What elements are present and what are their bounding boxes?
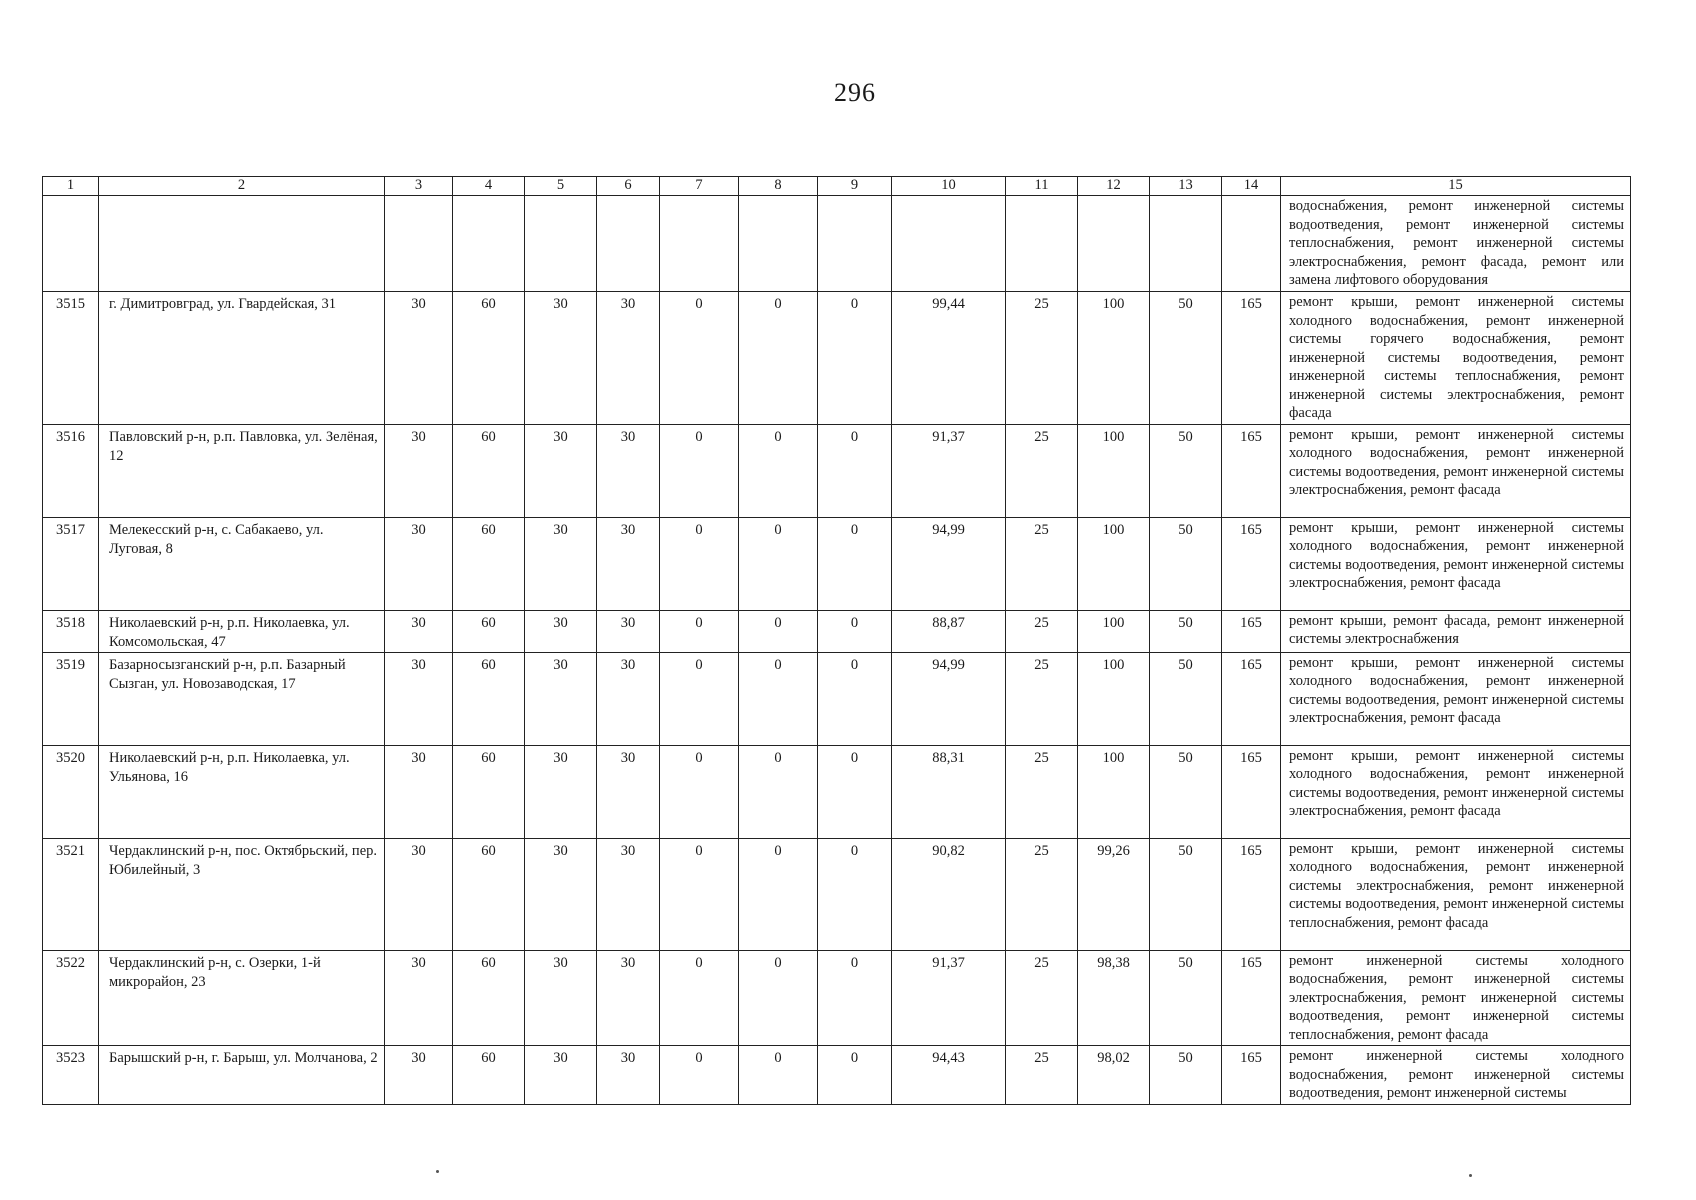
value-cell: [525, 196, 597, 292]
value-cell: 30: [597, 838, 660, 950]
column-number: 9: [818, 177, 892, 196]
value-cell: 30: [597, 950, 660, 1046]
page-number: 296: [834, 78, 876, 107]
value-cell: 60: [453, 1046, 525, 1105]
value-cell: 165: [1222, 950, 1281, 1046]
value-cell: 30: [597, 517, 660, 610]
value-cell: 0: [818, 745, 892, 838]
row-number-cell: 3523: [43, 1046, 99, 1105]
value-cell: 0: [660, 292, 739, 425]
value-cell: 60: [453, 610, 525, 652]
value-cell: [597, 196, 660, 292]
value-cell: 50: [1150, 424, 1222, 517]
row-number-cell: 3521: [43, 838, 99, 950]
value-cell: 25: [1006, 424, 1078, 517]
value-cell: [453, 196, 525, 292]
column-number: 4: [453, 177, 525, 196]
value-cell: [1078, 196, 1150, 292]
value-cell: 30: [385, 745, 453, 838]
column-number: 8: [739, 177, 818, 196]
value-cell: 100: [1078, 745, 1150, 838]
value-cell: 30: [525, 950, 597, 1046]
table-row: [43, 196, 1631, 292]
value-cell: 30: [525, 517, 597, 610]
value-cell: 0: [739, 950, 818, 1046]
value-cell: 0: [739, 1046, 818, 1105]
value-cell: [1222, 196, 1281, 292]
table-row: [43, 424, 1631, 517]
value-cell: [818, 196, 892, 292]
address-cell: Чердаклинский р-н, пос. Октябрьский, пер. Юбилейный, 3: [99, 838, 385, 950]
column-number: 6: [597, 177, 660, 196]
value-cell: [385, 196, 453, 292]
value-cell: 0: [818, 292, 892, 425]
value-cell: 25: [1006, 292, 1078, 425]
address-cell: Мелекесский р-н, с. Сабакаево, ул. Луговая, 8: [99, 517, 385, 610]
address-cell: г. Димитровград, ул. Гвардейская, 31: [99, 292, 385, 425]
value-cell: 0: [818, 517, 892, 610]
value-cell: 0: [739, 517, 818, 610]
value-cell: 30: [525, 424, 597, 517]
row-number-cell: 3516: [43, 424, 99, 517]
value-cell: 30: [385, 1046, 453, 1105]
address-cell: Барышский р-н, г. Барыш, ул. Молчанова, 2: [99, 1046, 385, 1105]
value-cell: 165: [1222, 610, 1281, 652]
table-row: [43, 610, 1631, 652]
value-cell: 0: [660, 1046, 739, 1105]
scan-speck: [1469, 1174, 1472, 1177]
column-number: 2: [99, 177, 385, 196]
works-description-cell: ремонт крыши, ремонт фасада, ремонт инженерной системы электроснабжения: [1281, 610, 1631, 652]
value-cell: 98,38: [1078, 950, 1150, 1046]
address-cell: Чердаклинский р-н, с. Озерки, 1-й микрорайон, 23: [99, 950, 385, 1046]
works-description-cell: водоснабжения, ремонт инженерной системы водоотведения, ремонт инженерной системы теплоснабжения, ремонт инженерной системы электроснабжения, ремонт фасада, ремонт или замена лифтового оборудования: [1281, 196, 1631, 292]
value-cell: 25: [1006, 610, 1078, 652]
value-cell: 30: [385, 652, 453, 745]
value-cell: 30: [385, 838, 453, 950]
value-cell: 0: [818, 838, 892, 950]
value-cell: 165: [1222, 745, 1281, 838]
works-description-cell: ремонт крыши, ремонт инженерной системы холодного водоснабжения, ремонт инженерной системы водоотведения, ремонт инженерной системы электроснабжения, ремонт фасада: [1281, 652, 1631, 745]
value-cell: 30: [385, 424, 453, 517]
value-cell: 0: [739, 745, 818, 838]
value-cell: 30: [597, 424, 660, 517]
row-number-cell: 3517: [43, 517, 99, 610]
table-row: [43, 838, 1631, 950]
table-row: [43, 292, 1631, 425]
value-cell: 50: [1150, 745, 1222, 838]
row-number-cell: 3519: [43, 652, 99, 745]
value-cell: 0: [739, 292, 818, 425]
table-row: [43, 1046, 1631, 1105]
value-cell: 30: [597, 1046, 660, 1105]
column-number: 12: [1078, 177, 1150, 196]
value-cell: 165: [1222, 292, 1281, 425]
column-number: 15: [1281, 177, 1631, 196]
value-cell: 94,43: [892, 1046, 1006, 1105]
value-cell: 50: [1150, 652, 1222, 745]
value-cell: 25: [1006, 517, 1078, 610]
works-description-cell: ремонт крыши, ремонт инженерной системы холодного водоснабжения, ремонт инженерной системы водоотведения, ремонт инженерной системы электроснабжения, ремонт фасада: [1281, 517, 1631, 610]
value-cell: 0: [818, 652, 892, 745]
value-cell: [739, 196, 818, 292]
value-cell: 25: [1006, 1046, 1078, 1105]
value-cell: 0: [660, 652, 739, 745]
column-number: 13: [1150, 177, 1222, 196]
value-cell: 0: [660, 424, 739, 517]
value-cell: 50: [1150, 1046, 1222, 1105]
works-description-cell: ремонт крыши, ремонт инженерной системы холодного водоснабжения, ремонт инженерной системы водоотведения, ремонт инженерной системы электроснабжения, ремонт фасада: [1281, 745, 1631, 838]
works-description-cell: ремонт крыши, ремонт инженерной системы холодного водоснабжения, ремонт инженерной системы электроснабжения, ремонт инженерной системы водоотведения, ремонт инженерной системы теплоснабжения, ремонт фасада: [1281, 838, 1631, 950]
value-cell: 99,44: [892, 292, 1006, 425]
value-cell: 30: [597, 745, 660, 838]
column-number: 1: [43, 177, 99, 196]
works-table: [42, 176, 1631, 1105]
value-cell: 0: [660, 950, 739, 1046]
table-row: [43, 950, 1631, 1046]
value-cell: 30: [385, 950, 453, 1046]
value-cell: 165: [1222, 652, 1281, 745]
row-number-cell: 3515: [43, 292, 99, 425]
value-cell: 91,37: [892, 424, 1006, 517]
works-description-cell: ремонт крыши, ремонт инженерной системы холодного водоснабжения, ремонт инженерной системы водоотведения, ремонт инженерной системы электроснабжения, ремонт фасада: [1281, 424, 1631, 517]
address-cell: [99, 196, 385, 292]
address-cell: Николаевский р-н, р.п. Николаевка, ул. Ульянова, 16: [99, 745, 385, 838]
value-cell: 25: [1006, 652, 1078, 745]
value-cell: 165: [1222, 424, 1281, 517]
value-cell: 50: [1150, 838, 1222, 950]
row-number-cell: 3518: [43, 610, 99, 652]
value-cell: 30: [385, 292, 453, 425]
column-number: 3: [385, 177, 453, 196]
value-cell: 50: [1150, 292, 1222, 425]
value-cell: 60: [453, 292, 525, 425]
column-number: 7: [660, 177, 739, 196]
value-cell: 60: [453, 652, 525, 745]
value-cell: 94,99: [892, 517, 1006, 610]
value-cell: 60: [453, 950, 525, 1046]
works-description-cell: ремонт крыши, ремонт инженерной системы холодного водоснабжения, ремонт инженерной системы горячего водоснабжения, ремонт инженерной системы водоотведения, ремонт инженерной системы теплоснабжения, ремонт инженерной системы электроснабжения, ремонт фасада: [1281, 292, 1631, 425]
row-number-cell: [43, 196, 99, 292]
table-body: [43, 196, 1631, 1105]
value-cell: 100: [1078, 610, 1150, 652]
address-cell: Павловский р-н, р.п. Павловка, ул. Зелёная, 12: [99, 424, 385, 517]
value-cell: 30: [525, 1046, 597, 1105]
value-cell: 0: [739, 838, 818, 950]
value-cell: 50: [1150, 610, 1222, 652]
value-cell: 0: [818, 610, 892, 652]
value-cell: 0: [818, 950, 892, 1046]
value-cell: 88,31: [892, 745, 1006, 838]
table-row: [43, 517, 1631, 610]
value-cell: 50: [1150, 950, 1222, 1046]
scan-speck: [436, 1170, 439, 1173]
value-cell: [660, 196, 739, 292]
value-cell: 165: [1222, 1046, 1281, 1105]
value-cell: 50: [1150, 517, 1222, 610]
row-number-cell: 3522: [43, 950, 99, 1046]
value-cell: 30: [385, 517, 453, 610]
value-cell: 25: [1006, 838, 1078, 950]
value-cell: 165: [1222, 838, 1281, 950]
value-cell: 100: [1078, 424, 1150, 517]
value-cell: 90,82: [892, 838, 1006, 950]
row-number-cell: 3520: [43, 745, 99, 838]
works-description-cell: ремонт инженерной системы холодного водоснабжения, ремонт инженерной системы электроснабжения, ремонт инженерной системы водоотведения, ремонт инженерной системы теплоснабжения, ремонт фасада: [1281, 950, 1631, 1046]
value-cell: 0: [660, 610, 739, 652]
table-row: [43, 745, 1631, 838]
value-cell: 30: [597, 610, 660, 652]
value-cell: 60: [453, 745, 525, 838]
value-cell: 99,26: [1078, 838, 1150, 950]
value-cell: 165: [1222, 517, 1281, 610]
value-cell: 30: [525, 292, 597, 425]
column-number-row: [43, 177, 1631, 196]
value-cell: 0: [739, 424, 818, 517]
value-cell: 30: [385, 610, 453, 652]
table-row: [43, 652, 1631, 745]
value-cell: 94,99: [892, 652, 1006, 745]
value-cell: 88,87: [892, 610, 1006, 652]
value-cell: 30: [525, 745, 597, 838]
value-cell: 60: [453, 517, 525, 610]
works-description-cell: ремонт инженерной системы холодного водоснабжения, ремонт инженерной системы водоотведения, ремонт инженерной системы: [1281, 1046, 1631, 1105]
value-cell: 25: [1006, 950, 1078, 1046]
column-number: 11: [1006, 177, 1078, 196]
address-cell: Базарносызганский р-н, р.п. Базарный Сызган, ул. Новозаводская, 17: [99, 652, 385, 745]
value-cell: [1150, 196, 1222, 292]
address-cell: Николаевский р-н, р.п. Николаевка, ул. Комсомольская, 47: [99, 610, 385, 652]
value-cell: 60: [453, 838, 525, 950]
value-cell: 30: [525, 652, 597, 745]
value-cell: 30: [525, 610, 597, 652]
value-cell: 30: [597, 652, 660, 745]
column-number: 14: [1222, 177, 1281, 196]
value-cell: 100: [1078, 517, 1150, 610]
value-cell: 30: [525, 838, 597, 950]
value-cell: 0: [660, 838, 739, 950]
value-cell: 0: [660, 745, 739, 838]
value-cell: 91,37: [892, 950, 1006, 1046]
value-cell: 100: [1078, 652, 1150, 745]
value-cell: [892, 196, 1006, 292]
value-cell: 100: [1078, 292, 1150, 425]
value-cell: 0: [739, 652, 818, 745]
column-number: 10: [892, 177, 1006, 196]
value-cell: 98,02: [1078, 1046, 1150, 1105]
value-cell: 0: [818, 1046, 892, 1105]
value-cell: [1006, 196, 1078, 292]
column-number: 5: [525, 177, 597, 196]
value-cell: 30: [597, 292, 660, 425]
value-cell: 0: [739, 610, 818, 652]
value-cell: 60: [453, 424, 525, 517]
value-cell: 0: [660, 517, 739, 610]
value-cell: 25: [1006, 745, 1078, 838]
value-cell: 0: [818, 424, 892, 517]
